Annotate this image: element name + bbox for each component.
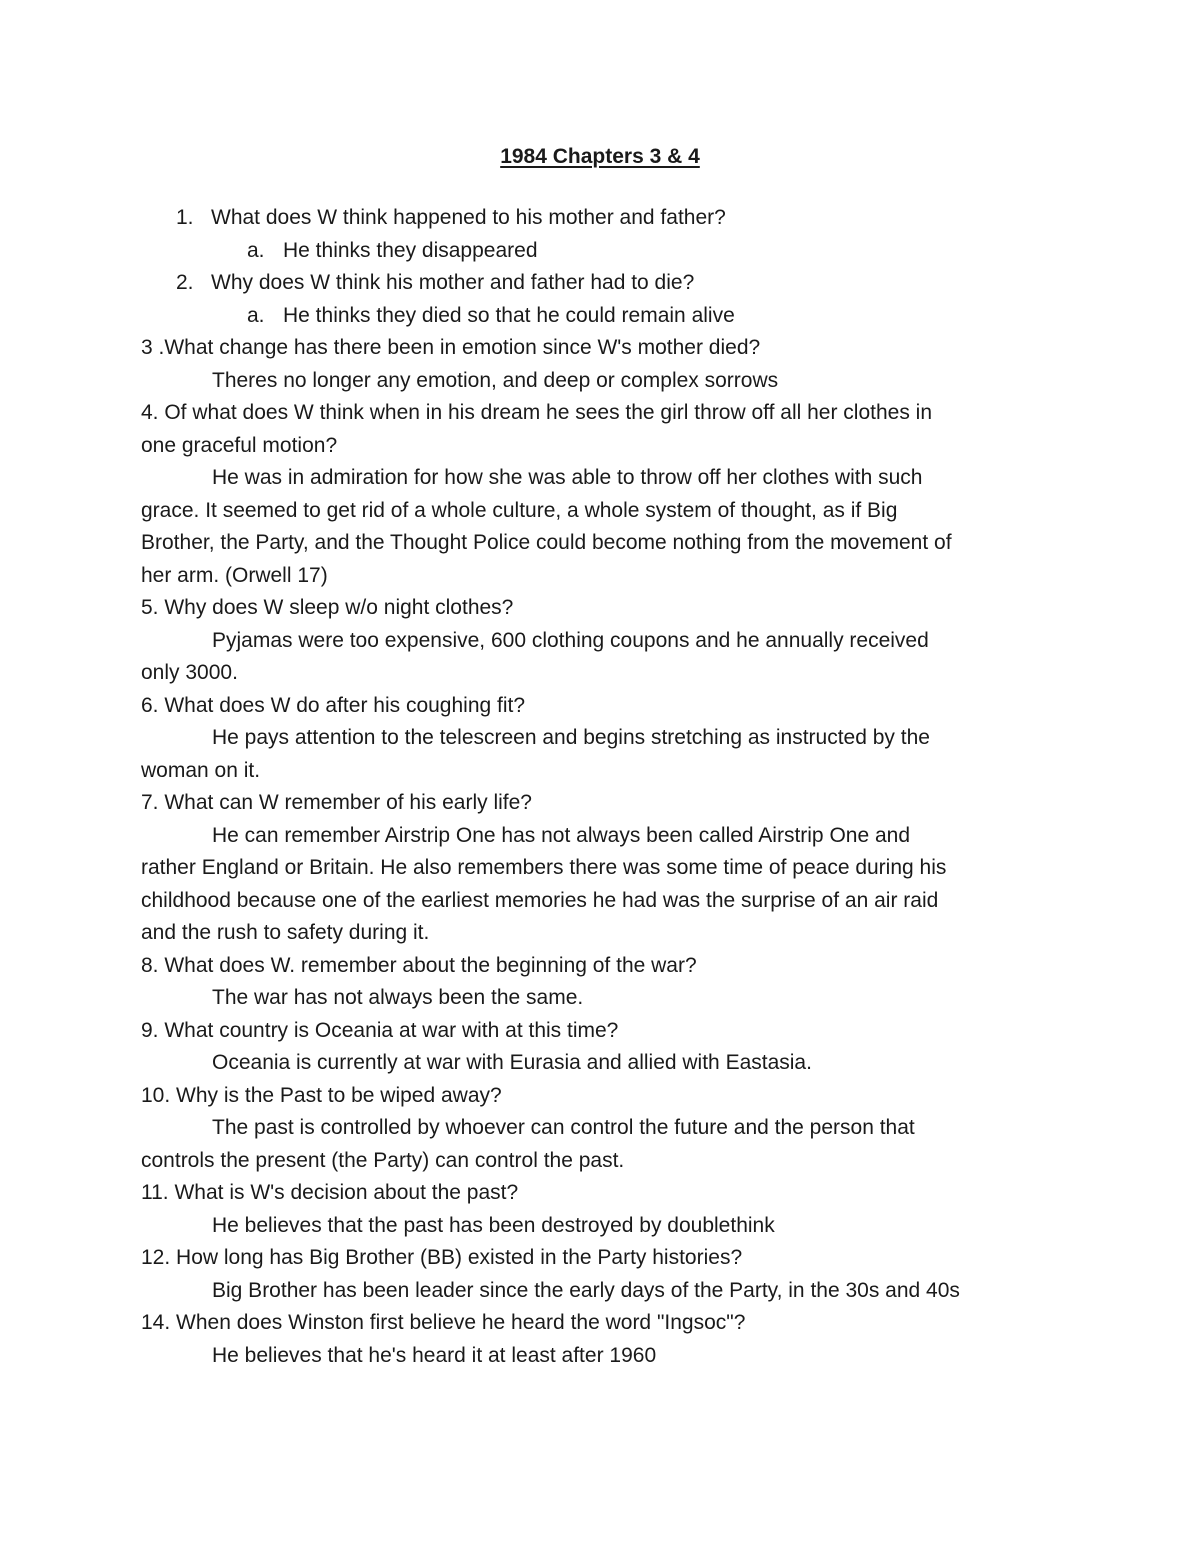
answer-11: He believes that the past has been destroyed by doublethink bbox=[212, 1213, 775, 1237]
answer-4-line-1: He was in admiration for how she was able to throw off her clothes with such bbox=[212, 466, 923, 489]
answer-4-line-4: her arm. (Orwell 17) bbox=[141, 563, 328, 587]
question-7: 7. What can W remember of his early life? bbox=[141, 791, 532, 814]
answer-6-line-2: woman on it. bbox=[141, 758, 261, 782]
answer-7-line-4: and the rush to safety during it. bbox=[141, 921, 430, 944]
answer-7-line-1: He can remember Airstrip One has not always been called Airstrip One and bbox=[212, 823, 911, 847]
question-4-line-2: one graceful motion? bbox=[141, 433, 338, 457]
answer-12: Big Brother has been leader since the early days of the Party, in the 30s and 40s bbox=[212, 1278, 960, 1302]
answer-5-line-1: Pyjamas were too expensive, 600 clothing coupons and he annually received bbox=[212, 628, 929, 652]
answer-4-line-3: Brother, the Party, and the Thought Police could become nothing from the movement of bbox=[141, 531, 952, 554]
answer-3: Theres no longer any emotion, and deep or complex sorrows bbox=[212, 368, 779, 392]
question-12: 12. How long has Big Brother (BB) existed in the Party histories? bbox=[141, 1246, 743, 1269]
list-item-1-answer bbox=[141, 235, 1061, 268]
question-10: 10. Why is the Past to be wiped away? bbox=[141, 1083, 502, 1107]
answer-7-line-3: childhood because one of the earliest memories he had was the surprise of an air raid bbox=[141, 888, 939, 912]
question-4-line-1: 4. Of what does W think when in his dream he sees the girl throw off all her clothes in bbox=[141, 401, 933, 424]
question-9: 9. What country is Oceania at war with at this time? bbox=[141, 1018, 619, 1042]
answer-10-line-1: The past is controlled by whoever can control the future and the person that bbox=[212, 1116, 915, 1139]
list-item-2-answer bbox=[141, 300, 1061, 333]
question-6: 6. What does W do after his coughing fit? bbox=[141, 693, 526, 717]
question-text: What does W think happened to his mother and father? bbox=[211, 206, 726, 229]
question-11: 11. What is W's decision about the past? bbox=[141, 1181, 519, 1204]
list-item-1-question bbox=[141, 202, 1061, 235]
answer-6-line-1: He pays attention to the telescreen and begins stretching as instructed by the bbox=[212, 726, 930, 749]
question-3: 3 .What change has there been in emotion since W's mother died? bbox=[141, 336, 761, 359]
sub-list-letter: a. bbox=[247, 238, 265, 262]
answer-text: He thinks they disappeared bbox=[283, 238, 538, 262]
question-8: 8. What does W. remember about the beginning of the war? bbox=[141, 953, 697, 977]
document-title: 1984 Chapters 3 & 4 bbox=[500, 145, 700, 168]
list-number: 1. bbox=[176, 206, 194, 229]
sub-list-letter: a. bbox=[247, 303, 265, 327]
list-item-2-question bbox=[141, 267, 1061, 300]
document-body bbox=[141, 202, 1061, 1372]
answer-14: He believes that he's heard it at least after 1960 bbox=[212, 1343, 657, 1367]
question-14: 14. When does Winston first believe he heard the word "Ingsoc"? bbox=[141, 1311, 746, 1334]
answer-7-line-2: rather England or Britain. He also remembers there was some time of peace during his bbox=[141, 856, 947, 879]
answer-9: Oceania is currently at war with Eurasia and allied with Eastasia. bbox=[212, 1051, 812, 1074]
list-number: 2. bbox=[176, 271, 194, 294]
question-text: Why does W think his mother and father had to die? bbox=[211, 271, 695, 294]
answer-text: He thinks they died so that he could remain alive bbox=[283, 303, 735, 327]
answer-10-line-2: controls the present (the Party) can control the past. bbox=[141, 1148, 625, 1172]
answer-8: The war has not always been the same. bbox=[212, 986, 584, 1009]
question-5: 5. Why does W sleep w/o night clothes? bbox=[141, 596, 514, 619]
answer-5-line-2: only 3000. bbox=[141, 661, 238, 684]
answer-4-line-2: grace. It seemed to get rid of a whole culture, a whole system of thought, as if Big bbox=[141, 498, 898, 522]
